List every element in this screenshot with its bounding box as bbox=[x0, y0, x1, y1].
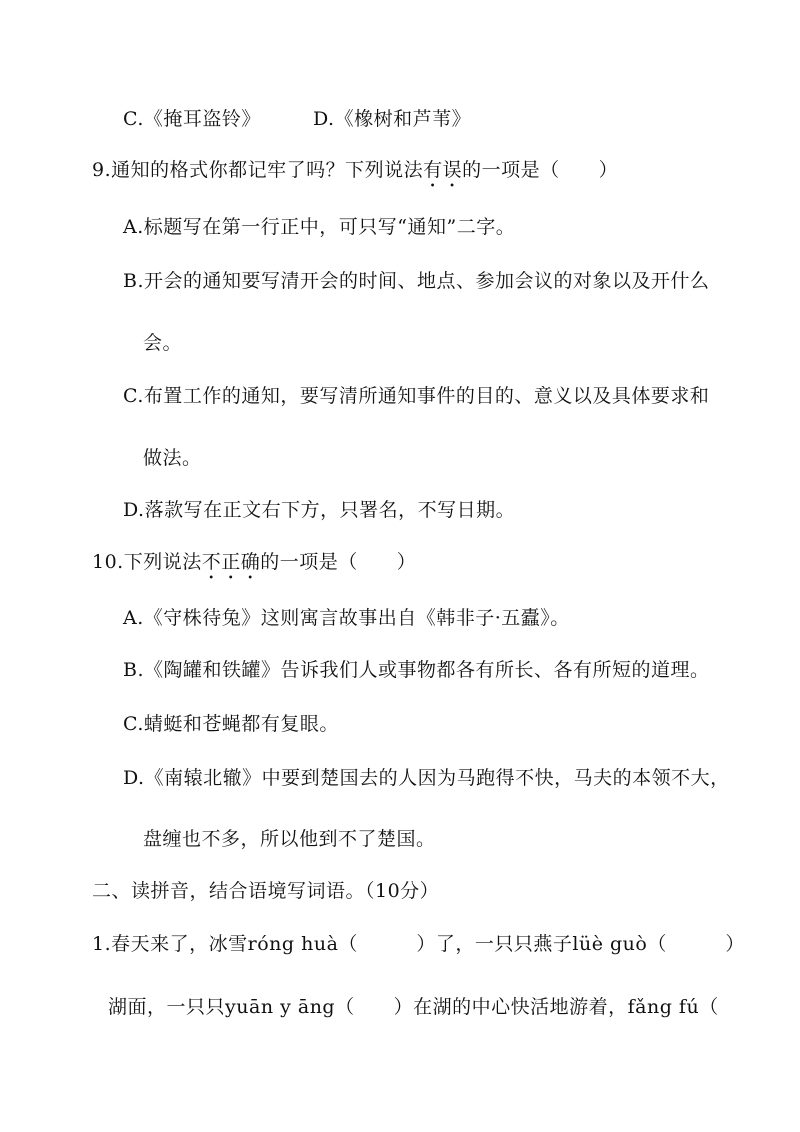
q9-option-d: D.落款写在正文右下方，只署名，不写日期。 bbox=[123, 499, 516, 521]
pinyin-line-1-text-3: （ ） bbox=[647, 933, 745, 955]
pinyin-line-2-text-3: （ bbox=[699, 996, 719, 1018]
pinyin-line-1 bbox=[92, 931, 745, 957]
q10-option-d-line1: D.《南辕北辙》中要到楚国去的人因为马跑得不快，马夫的本领不大， bbox=[123, 767, 730, 789]
q10-option-d-line2: 盘缠也不多，所以他到不了楚国。 bbox=[143, 828, 436, 850]
pinyin-line-1-text-2: （ ）了，一只只燕子 bbox=[338, 933, 573, 955]
pinyin-line-2 bbox=[108, 994, 719, 1020]
section2-heading: 二、读拼音，结合语境写词语。（10分） bbox=[92, 880, 440, 902]
q9-option-b-line1: B.开会的通知要写清开会的时间、地点、参加会议的对象以及开什么 bbox=[123, 270, 710, 292]
pinyin-line-2-text-2: （ ）在湖的中心快活地游着， bbox=[335, 996, 628, 1018]
q10-question bbox=[92, 549, 416, 584]
q9-option-c-line1: C.布置工作的通知，要写清所通知事件的目的、意义以及具体要求和 bbox=[123, 385, 710, 407]
q10-question-post: 的一项是（ ） bbox=[260, 551, 417, 573]
pinyin-ronghua: róng huà bbox=[247, 933, 339, 955]
q8-option-c: C.《掩耳盗铃》 bbox=[123, 108, 261, 130]
q10-option-b: B.《陶罐和铁罐》告诉我们人或事物都各有所长、各有所短的道理。 bbox=[123, 659, 710, 681]
q9-question-pre: 9.通知的格式你都记牢了吗？下列说法 bbox=[92, 159, 424, 181]
q9-option-b-line2: 会。 bbox=[143, 332, 183, 354]
q9-option-c-line2: 做法。 bbox=[143, 447, 202, 469]
pinyin-line-1-text-1: 1.春天来了，冰雪 bbox=[92, 933, 248, 955]
q9-question bbox=[92, 157, 618, 192]
q10-option-a: A.《守株待兔》这则寓言故事出自《韩非子·五蠹》。 bbox=[123, 607, 570, 629]
q10-question-pre: 10.下列说法 bbox=[92, 551, 202, 573]
q10-option-c: C.蜻蜓和苍蝇都有复眼。 bbox=[123, 713, 339, 735]
pinyin-line-2-text-1: 湖面，一只只 bbox=[108, 996, 226, 1018]
q10-emphasis: 不正确 bbox=[201, 551, 261, 573]
pinyin-lveguo: lüè guò bbox=[572, 933, 648, 955]
pinyin-yuanyang: yuān y āng bbox=[225, 996, 336, 1018]
q8-option-d: D.《橡树和芦苇》 bbox=[313, 108, 472, 130]
q9-option-a: A.标题写在第一行正中，可只写“通知”二字。 bbox=[123, 216, 516, 238]
pinyin-fangfu: fǎng fú bbox=[627, 996, 700, 1018]
q9-emphasis: 有误 bbox=[423, 159, 463, 181]
q9-question-post: 的一项是（ ） bbox=[462, 159, 619, 181]
